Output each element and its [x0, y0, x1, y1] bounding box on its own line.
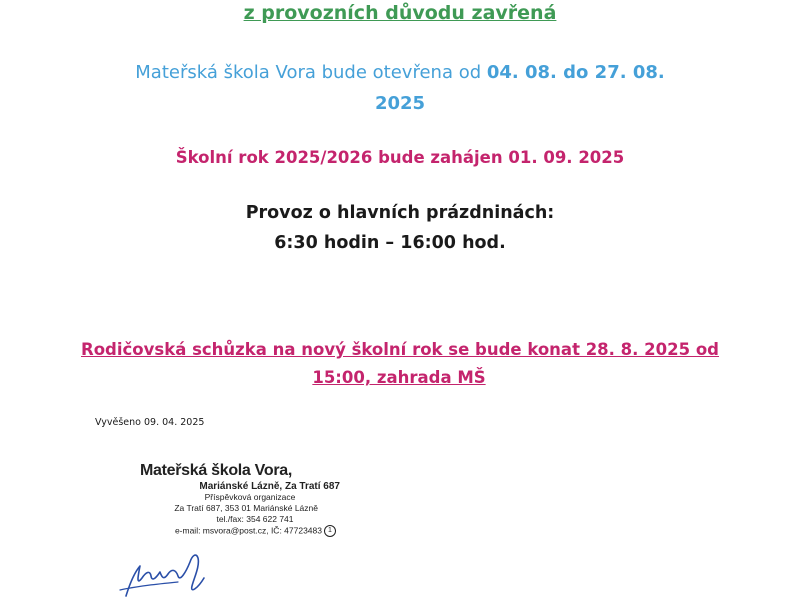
stamp-email-ico	[140, 525, 340, 537]
open-line-prefix: Mateřská škola Vora bude otevřena od	[135, 62, 487, 83]
stamp-name: Mateřská škola Vora,	[140, 462, 293, 479]
meeting-line-2: 15:00, zahrada MŠ	[312, 368, 486, 387]
posted-date: Vyvěšeno 09. 04. 2025	[95, 417, 205, 428]
school-year-line: Školní rok 2025/2026 bude zahájen 01. 09. 2025	[175, 148, 625, 167]
open-line-dates: 04. 08. do 27. 08.	[486, 62, 665, 83]
stamp-type: Příspěvková organizace	[204, 492, 296, 502]
hours-title: Provoz o hlavních prázdninách:	[245, 203, 555, 223]
stamp-email-text: e-mail: msvora@post.cz, IČ: 47723483	[174, 525, 322, 536]
seal-mark: 1	[324, 525, 336, 537]
open-line-year: 2025	[374, 93, 426, 114]
closure-line: z provozních důvodu zavřená	[243, 2, 557, 24]
hours-value: 6:30 hodin – 16:00 hod.	[274, 233, 506, 253]
stamp-address: Za Tratí 687, 353 01 Mariánské Lázně	[174, 503, 318, 513]
school-stamp	[140, 462, 340, 537]
stamp-phone: tel./fax: 354 622 741	[216, 514, 294, 524]
open-line	[0, 62, 800, 83]
stamp-location: Mariánské Lázně, Za Tratí 687	[199, 481, 340, 492]
meeting-line-1: Rodičovská schůzka na nový školní rok se bude konat 28. 8. 2025 od	[81, 340, 719, 359]
signature-scribble	[118, 548, 228, 600]
open-line-year-row	[0, 93, 800, 114]
